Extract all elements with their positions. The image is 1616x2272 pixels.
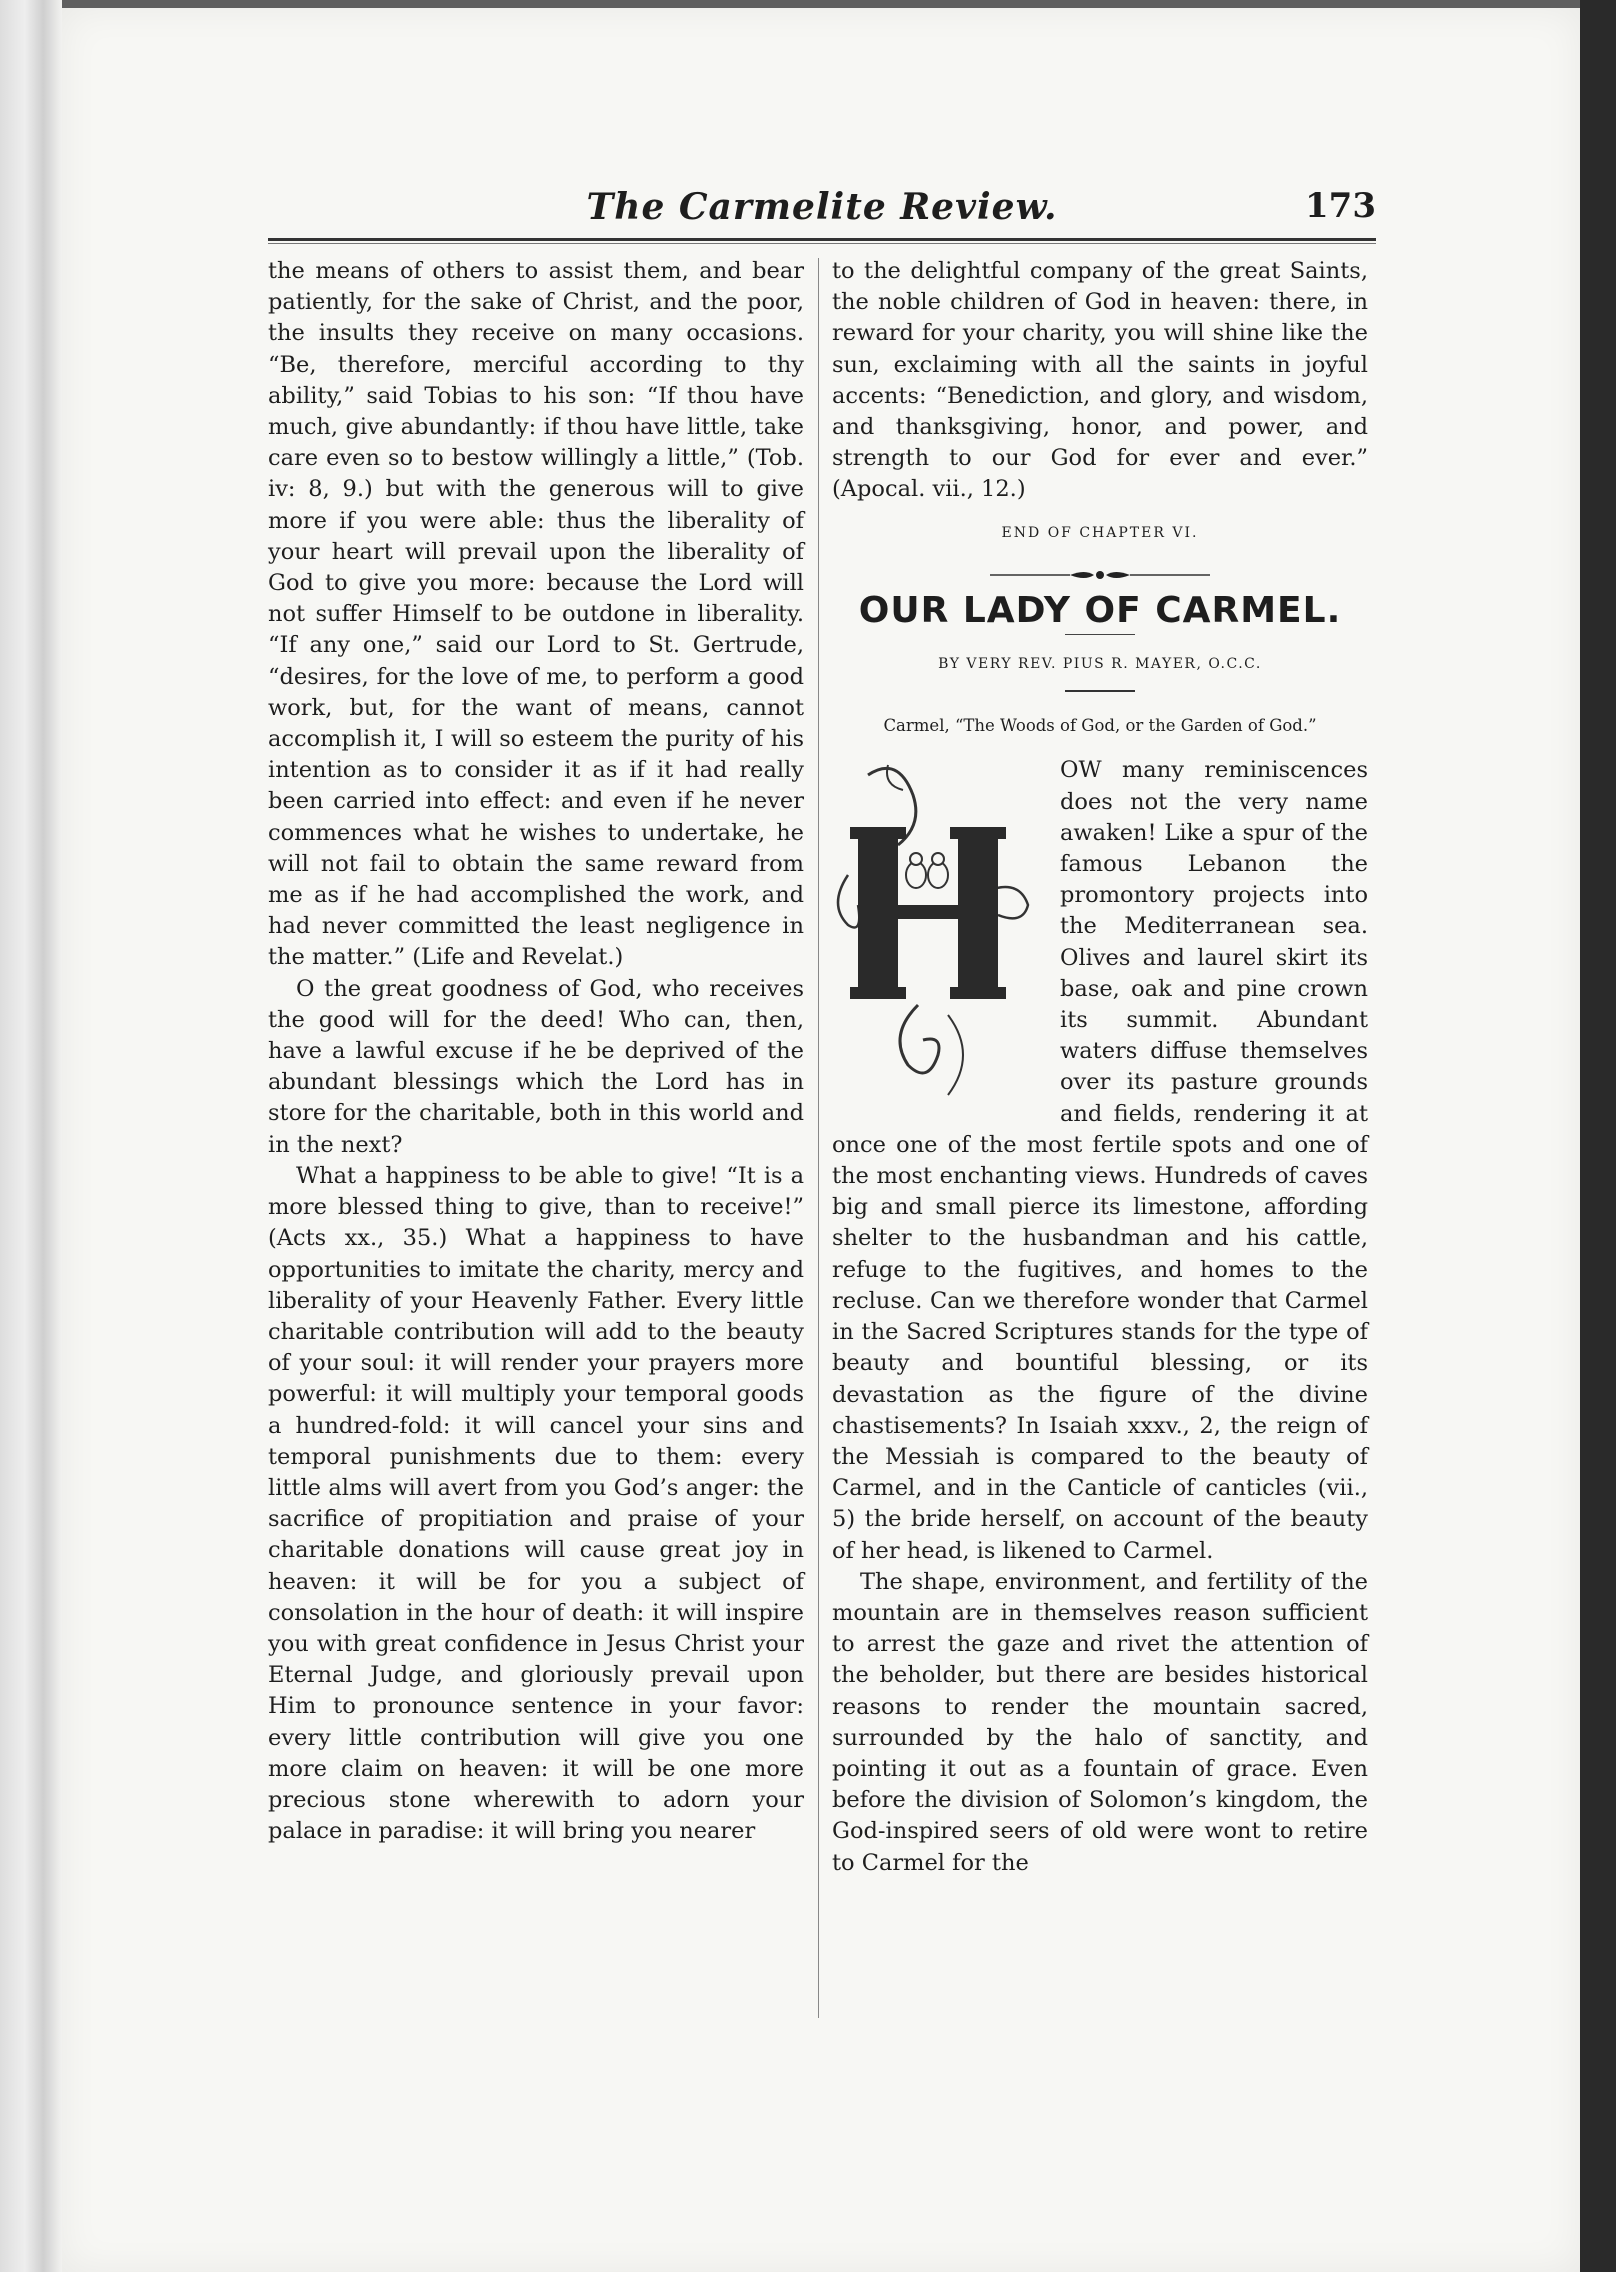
- paragraph: the means of others to assist them, and bear patiently, for the sake of Christ, and the poor, the insults they receive on many occasions. “Be, therefore, merciful according to thy ability,” said Tobias to his son: “If thou have much, give abundantly: if thou have little, take care even so to bestow willingly a little,” (Tob. iv: 8, 9.) but with the generous will to give more if you were able: thus the liberality of your heart will prevail upon the liberality of God to give you more: because the Lord will not suffer Himself to be outdone in liberality. “If any one,” said our Lord to St. Gertrude, “desires, for the love of me, to perform a good work, but, for the want of means, cannot accomplish it, I will so esteem the purity of his intention as to consider it as if it had really been carried into effect: and even if he never commences what he wishes to undertake, he will not fail to obtain the same reward from me as if he had accomplished the work, and had never committed the least negligence in the matter.” (Life and Revelat.): [268, 258, 804, 971]
- journal-title: The Carmelite Review.: [586, 186, 1058, 228]
- decorated-initial: [828, 755, 1046, 1107]
- running-header: [268, 186, 1376, 232]
- paragraph: to the delightful company of the great Saints, the noble children of God in heaven: there, in reward for your charity, you will shine like the sun, exclaiming with all the saints in joyful accents: “Benediction, and glory, and wisdom, and thanksgiving, honor, and power, and strength to our God for ever and ever.” (Apocal. vii., 12.): [832, 258, 1368, 503]
- column-divider: [818, 258, 819, 2018]
- short-rule: [1065, 634, 1135, 635]
- book-binding-edge: [0, 0, 62, 2272]
- right-column: [832, 256, 1368, 1879]
- article-title: OUR LADY OF CARMEL.: [858, 589, 1342, 631]
- page-number: 173: [1305, 186, 1376, 226]
- paragraph: OW many reminiscences does not the very name awaken! Like a spur of the famous Lebanon the promontory projects into the Mediterranean sea. Olives and laurel skirt its base, oak and pine crown its summit. Abundant waters diffuse themselves over its pasture grounds and fields, rendering it at once one of the most fertile spots and one of the most enchanting views. Hundreds of caves big and small pierce its limestone, affording shelter to the husbandman and his cattle, refuge to the fugitives, and homes to the recluse. Can we therefore wonder that Carmel in the Sacred Scriptures stands for the type of beauty and bountiful blessing, or its devastation as the figure of the divine chastisements? In Isaiah xxxv., 2, the reign of the Messiah is compared to the beauty of Carmel, and in the Canticle of canticles (vii., 5) the bride herself, on account of the beauty of her head, is likened to Carmel.: [832, 757, 1368, 1564]
- paragraph: The shape, environment, and fertility of the mountain are in themselves reason sufficient to arrest the gaze and rivet the attention of the beholder, but there are besides historical reasons to render the mountain sacred, surrounded by the halo of sanctity, and pointing it out as a fountain of grace. Even before the division of Solomon’s kingdom, the God-inspired seers of old were wont to retire to Carmel for the: [832, 1568, 1368, 1876]
- byline: BY VERY REV. PIUS R. MAYER, O.C.C.: [938, 656, 1262, 673]
- flourish-icon: [990, 567, 1210, 583]
- paragraph: O the great goodness of God, who receives the good will for the deed! Who can, then, have a lawful excuse if he be deprived of the abundant blessings which the Lord has in store for the charitable, both in this world and in the next?: [268, 975, 804, 1158]
- scan-border: [1580, 0, 1616, 2272]
- ornament-divider: [832, 565, 1368, 585]
- header-rule: [268, 238, 1376, 244]
- short-rule: [1065, 690, 1135, 692]
- epigraph: Carmel, “The Woods of God, or the Garden of God.”: [883, 716, 1317, 736]
- chapter-end-marker: END OF CHAPTER VI.: [1001, 524, 1199, 541]
- left-column: [268, 256, 804, 2016]
- paragraph: What a happiness to be able to give! “It is a more blessed thing to give, than to receive!” (Acts xx., 35.) What a happiness to have opportunities to imitate the charity, mercy and liberality of your Heavenly Father. Every little charitable contribution will add to the beauty of your soul: it will render your prayers more powerful: it will multiply your temporal goods a hundred-fold: it will cancel your sins and temporal punishments due to them: every little alms will avert from you God’s anger: the sacrifice of propitiation and praise of your charitable donations will cause great joy in heaven: it will be for you a subject of consolation in the hour of death: it will inspire you with great confidence in Jesus Christ your Eternal Judge, and gloriously prevail upon Him to pronounce sentence in your favor: every little contribution will give you one more claim on heaven: it will be one more precious stone wherewith to adorn your palace in paradise: it will bring you nearer: [268, 1162, 804, 1845]
- ornate-initial-h-icon: [828, 755, 1046, 1107]
